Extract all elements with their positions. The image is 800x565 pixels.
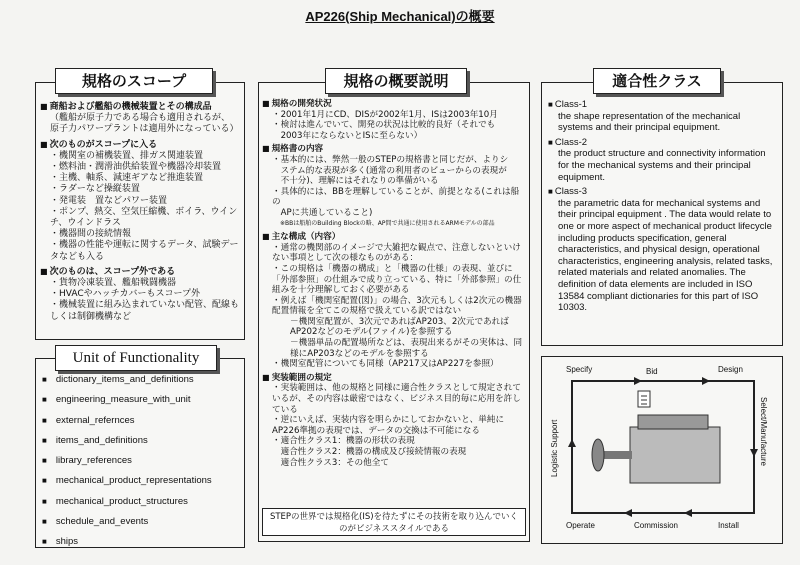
scope-item: ・ラダーなど操縦装置	[50, 184, 140, 195]
class-3-title: ■ Class-3	[548, 186, 776, 198]
uof-item: ■ mechanical_product_structures	[42, 492, 238, 512]
uof-item: ■ mechanical_product_representations	[42, 471, 238, 491]
overview-line: ・2001年1月にCD、DISが2002年1月、ISは2003年10月	[272, 109, 498, 120]
label-commission: Commission	[634, 521, 679, 530]
overview-line: 2003年にならないとISに至らない）	[272, 130, 423, 141]
overview-line: 適合性クラス3：その他全て	[272, 457, 389, 468]
overview-line: ・適合性クラス1：機器の形状の表現	[272, 436, 415, 447]
scope-item: ・ポンプ、熱交、空気圧縮機、ボイラ、ウインチ、ウインドラス	[50, 206, 238, 229]
overview-dev-head: ■ 規格の開発状況	[262, 99, 524, 110]
scope-section-3: ■ 次のものは、スコープ外である	[40, 266, 240, 278]
overview-heading: 規格の概要説明	[325, 68, 467, 94]
class-2-text: the product structure and connectivity information for the mechanical systems and their principal equipment.	[558, 148, 766, 183]
scope-note-line: （艦船が原子力である場合も適用されるが、	[50, 113, 231, 124]
overview-line: 不十分)、理解にはそれなりの準備がいる	[272, 176, 439, 187]
overview-line: ステム的な表現が多く(通常の利用者のビューからの表現が	[272, 165, 507, 176]
scope-item: ・機器間の接続情報	[50, 229, 132, 240]
shaft	[600, 451, 632, 459]
uof-item: ■ external_refernces	[42, 411, 238, 431]
label-install: Install	[718, 521, 739, 530]
arrow-install-left	[684, 509, 692, 517]
overview-content-head: ■ 規格書の内容	[262, 144, 524, 155]
overview-line: ・通常の機関部のイメージで大雑把な観点で、注意しないといけない事項として次の様なものがある：	[272, 242, 521, 264]
overview-struct-head: ■ 主な構成（内容）	[262, 232, 524, 243]
arrow-design-down	[750, 449, 758, 457]
scope-section-1: ■ 商船および艦船の機械装置とその構成品	[40, 101, 240, 113]
overview-line: －機器単品の配置場所などは、表現出来るがその実体は、同様にAP203などのモデルを参照する	[290, 338, 523, 359]
overview-line: ・逆にいえば、実装内容を明らかにしておかないと、単純にAP226準拠の表現では、データの交換は不可能になる	[272, 415, 505, 436]
overview-line: ・検討は進んでいて、開発の状況は比較的良好（それでも	[272, 120, 496, 131]
engine-top	[638, 415, 708, 429]
overview-line: ・機関室配管についても同様（AP217又はAP227を参照）	[272, 359, 499, 370]
page-title: AP226(Ship Mechanical)の概要	[305, 9, 495, 24]
uof-item: ■ dictionary_items_and_definitions	[42, 370, 238, 390]
lifecycle-diagram	[541, 356, 783, 544]
scope-content	[40, 98, 240, 323]
label-operate: Operate	[566, 521, 595, 530]
arrow-logistic-up	[568, 439, 576, 447]
uof-item: ■ library_references	[42, 451, 238, 471]
scope-note-line: 原子力パワープラントは適用外になっている）	[50, 124, 239, 135]
overview-line: APに共通していること)	[272, 207, 373, 218]
uof-item: ■ schedule_and_events	[42, 512, 238, 532]
scope-item: ・機関室の補機装置、排ガス関連装置	[50, 150, 204, 161]
class-2-title: ■ Class-2	[548, 137, 776, 149]
scope-item: ・機器の性能や運転に関するデータ、試験データなども入る	[50, 240, 239, 262]
conformance-content	[548, 96, 776, 314]
arrow-bid-design	[702, 377, 710, 385]
overview-content	[262, 96, 524, 468]
uof-item: ■ ships	[42, 532, 238, 552]
label-bid: Bid	[646, 367, 658, 376]
label-select: Select/Manufacture	[759, 397, 768, 466]
lifecycle-svg	[542, 357, 782, 543]
scope-item: ・機械装置に組み込まれていない配管、配線もしくは制御機構など	[50, 300, 240, 322]
uof-item: ■ engineering_measure_with_unit	[42, 390, 238, 410]
overview-line: ・基本的には、弊然一般のSTEPの規格書と同じだが、よりシ	[272, 154, 509, 165]
overview-line: ・具体的には、BBを理解していることが、前提となる(これは船の	[272, 186, 520, 208]
arrow-specify-bid	[634, 377, 642, 385]
overview-line: 適合性クラス2：機器の構成及び接続情報の表現	[272, 447, 467, 457]
scope-item: ・HVACやハッチカバーもスコープ外	[50, 289, 201, 300]
uof-content	[42, 370, 238, 553]
conformance-heading: 適合性クラス	[593, 68, 721, 94]
label-specify: Specify	[566, 365, 593, 374]
class-1-title: ■ Class-1	[548, 99, 776, 111]
overview-banner: STEPの世界では規格化(IS)を待たずにその技術を取り込んでいくのがビジネススタイルである	[262, 508, 526, 536]
document-icon	[638, 391, 650, 407]
scope-heading: 規格のスコープ	[55, 68, 213, 94]
scope-item: ・燃料油・潤滑油供給装置や機器冷却装置	[50, 162, 222, 173]
uof-list	[42, 370, 238, 553]
arrow-operate-left	[624, 509, 632, 517]
scope-item: ・貨物冷凍装置、艦船戦闘機器	[50, 278, 177, 289]
propeller	[592, 439, 604, 471]
overview-line: ・実装範囲は、他の規格と同様に適合性クラスとして規定されているが、その内容は厳密ではなく、ビジネス目的毎に応用を許している	[272, 383, 521, 415]
overview-line: －機関室配置が、3次元であればAP203、2次元であればAP202などのモデル(ファイル)を参照する	[290, 316, 509, 338]
scope-section-2: ■ 次のものがスコープに入る	[40, 139, 240, 151]
overview-line: ・例えば「機関室配置(図)」の場合、3次元もしくは2次元の機器配置情報を全てこの規格で扱えている訳ではない	[272, 295, 522, 317]
label-logistic: Logistic Support	[550, 419, 559, 477]
overview-line: ・この規格は「機器の構成」と「機器の仕様」の表現、並びに「外部参照」の仕組みで成り立っている、特に「外部参照」の仕組みを十分理解しておく必要がある	[272, 263, 522, 296]
class-3-text: the parametric data for mechanical systems and their principal equipment . The data would relate to one or more aspect of mechanical product lifecycle including products specification, general characteristics, and physical design, operational characteristics, engineering analysis, related tasks, related materials and related anomalies. The definition of data elements are included in ISO 13584 compliant dictionaries for this part of ISO 10303.	[558, 197, 773, 314]
uof-item: ■ items_and_definitions	[42, 431, 238, 451]
class-1-text: the shape representation of the mechanical systems and their principal equipment.	[558, 110, 741, 134]
overview-impl-head: ■ 実装範囲の規定	[262, 373, 524, 384]
scope-item: ・主機、軸系、減速ギアなど推進装置	[50, 173, 204, 184]
uof-heading: Unit of Functionality	[55, 345, 217, 371]
engine-block	[630, 427, 720, 483]
label-design: Design	[718, 365, 743, 374]
overview-footnote: ※BBは船舶のBuilding Blockの略、AP間で共通に使用されるARMモデルの部品	[280, 219, 495, 227]
scope-item: ・発電装 置などパワー装置	[50, 195, 168, 206]
